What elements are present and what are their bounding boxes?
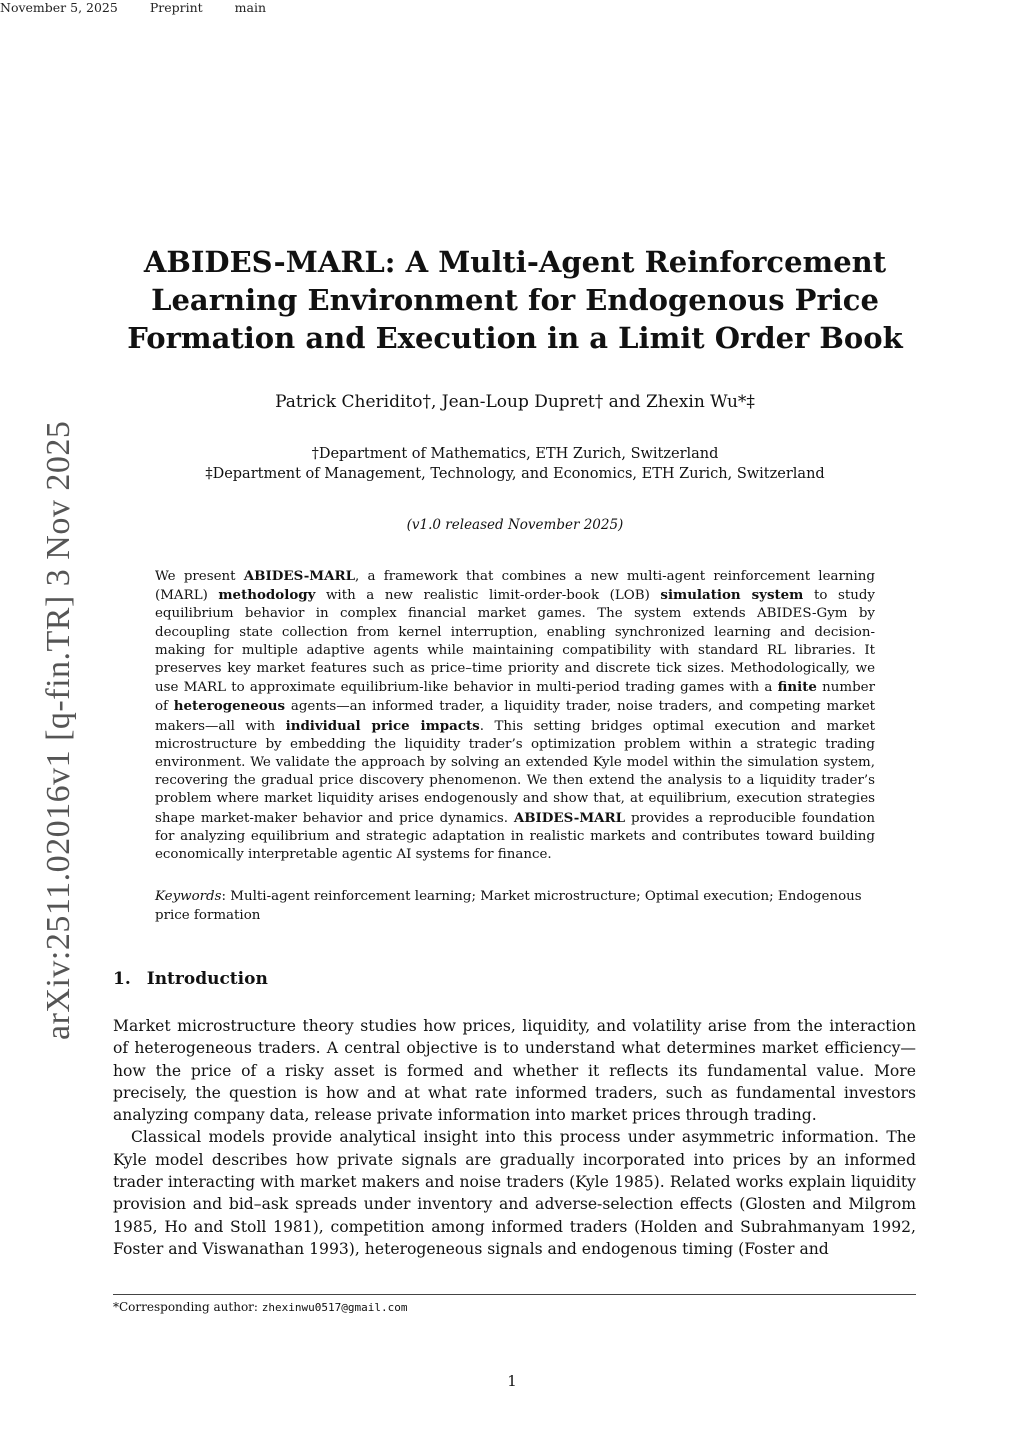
author-list: Patrick Cheridito†, Jean-Loup Dupret† and Zhexin Wu*‡ (275, 392, 755, 412)
header-date: November 5, 2025 (0, 0, 118, 15)
footnote (113, 1300, 407, 1314)
author-email-link[interactable]: zhexinwu0517@gmail.com (261, 1301, 408, 1314)
page-number: 1 (507, 1372, 517, 1390)
abstract (155, 567, 875, 864)
intro-paragraph-2: Classical models provide analytical insight into this process under asymmetric information. The Kyle model describes how private signals are gradually incorporated into prices by an informed trader interacting with market makers and noise traders (Kyle 1985). Related works explain liquidity provision and bid–ask spreads under inventory and adverse-selection effects (Glosten and Milgrom 1985, Ho and Stoll 1981), competition among informed traders (Holden and Subrahmanyam 1992, Foster and Viswanathan 1993), heterogeneous signals and endogenous timing (Foster and (113, 1128, 916, 1258)
section-heading (113, 969, 284, 989)
abstract-text: to study equilibrium behavior in complex financial market games. The system extends ABIDES-Gym by decoupling state collection from kernel interruption, enabling synchronized learning and decision-making for multiple adaptive agents while maintaining compatibility with standard RL libraries. It preserves key market features such as price–time priority and discrete tick sizes. Methodologically, we use MARL to approximate equilibrium-like behavior in multi-period trading games with a (155, 588, 875, 696)
abstract-bold: ABIDES-MARL (513, 809, 626, 826)
title-line-1: ABIDES-MARL: A Multi-Agent Reinforcement (143, 245, 887, 279)
abstract-text: agents—an informed trader, a liquidity trader, noise traders, and competing market makers—all with (155, 699, 875, 734)
footnote-rule (113, 1294, 916, 1295)
abstract-bold: individual price impacts (285, 717, 480, 734)
abstract-text: , a framework that combines a new multi-agent reinforcement learning (MARL) (155, 569, 876, 604)
section-number: 1. (113, 969, 131, 989)
version-note: (v1.0 released November 2025) (406, 517, 624, 533)
header-status: Preprint (149, 0, 203, 15)
title-line-2: Learning Environment for Endogenous Price (151, 283, 879, 317)
keywords (155, 887, 875, 925)
abstract-text: . This setting bridges optimal execution and market microstructure by embedding the liquidity trader’s optimization problem within a strategic trading environment. We validate the approach by solving an extended Kyle model within the simulation system, recovering the gradual price discovery phenomenon. We then extend the analysis to a liquidity trader’s problem where market liquidity arises endogenously and show that, at equilibrium, execution strategies shape market-maker behavior and price dynamics. (155, 718, 875, 826)
abstract-text: provides a reproducible foundation for analyzing equilibrium and strategic adaptation in realistic markets and contributes toward building economically interpretable agentic AI systems for finance. (155, 810, 875, 863)
intro-paragraph-1: Market microstructure theory studies how prices, liquidity, and volatility arise from the interaction of heterogeneous traders. A central objective is to understand what determines market efficiency—how the price of a risky asset is formed and whether it reflects its fundamental value. More precisely, the question is how and at what rate informed traders, such as fundamental investors analyzing company data, release private information into market prices through trading. (113, 1017, 916, 1125)
section-title: Introduction (146, 969, 268, 989)
header-label: main (234, 0, 267, 15)
paper-title (120, 243, 910, 357)
keywords-text: : Multi-agent reinforcement learning; Market microstructure; Optimal execution; Endogenous price formation (155, 889, 862, 923)
title-line-3: Formation and Execution in a Limit Order Book (127, 321, 903, 355)
introduction-body (113, 1015, 916, 1260)
abstract-text: with a new realistic limit-order-book (LOB) (315, 588, 661, 604)
abstract-bold: finite (777, 679, 817, 696)
abstract-bold: ABIDES-MARL (243, 568, 356, 584)
running-header (0, 0, 294, 15)
affiliation-1: †Department of Mathematics, ETH Zurich, Switzerland (311, 446, 719, 462)
footnote-text: *Corresponding author: (113, 1300, 262, 1314)
abstract-bold: simulation system (660, 587, 804, 604)
affiliation-2: ‡Department of Management, Technology, and Economics, ETH Zurich, Switzerland (205, 466, 825, 482)
abstract-text: We present (155, 569, 244, 584)
arxiv-stamp: arXiv:2511.02016v1 [q-fin.TR] 3 Nov 2025 (40, 420, 77, 1040)
keywords-label: Keywords (155, 889, 222, 904)
abstract-bold: methodology (218, 587, 316, 604)
abstract-text: number of (155, 680, 875, 715)
abstract-bold: heterogeneous (173, 698, 286, 715)
